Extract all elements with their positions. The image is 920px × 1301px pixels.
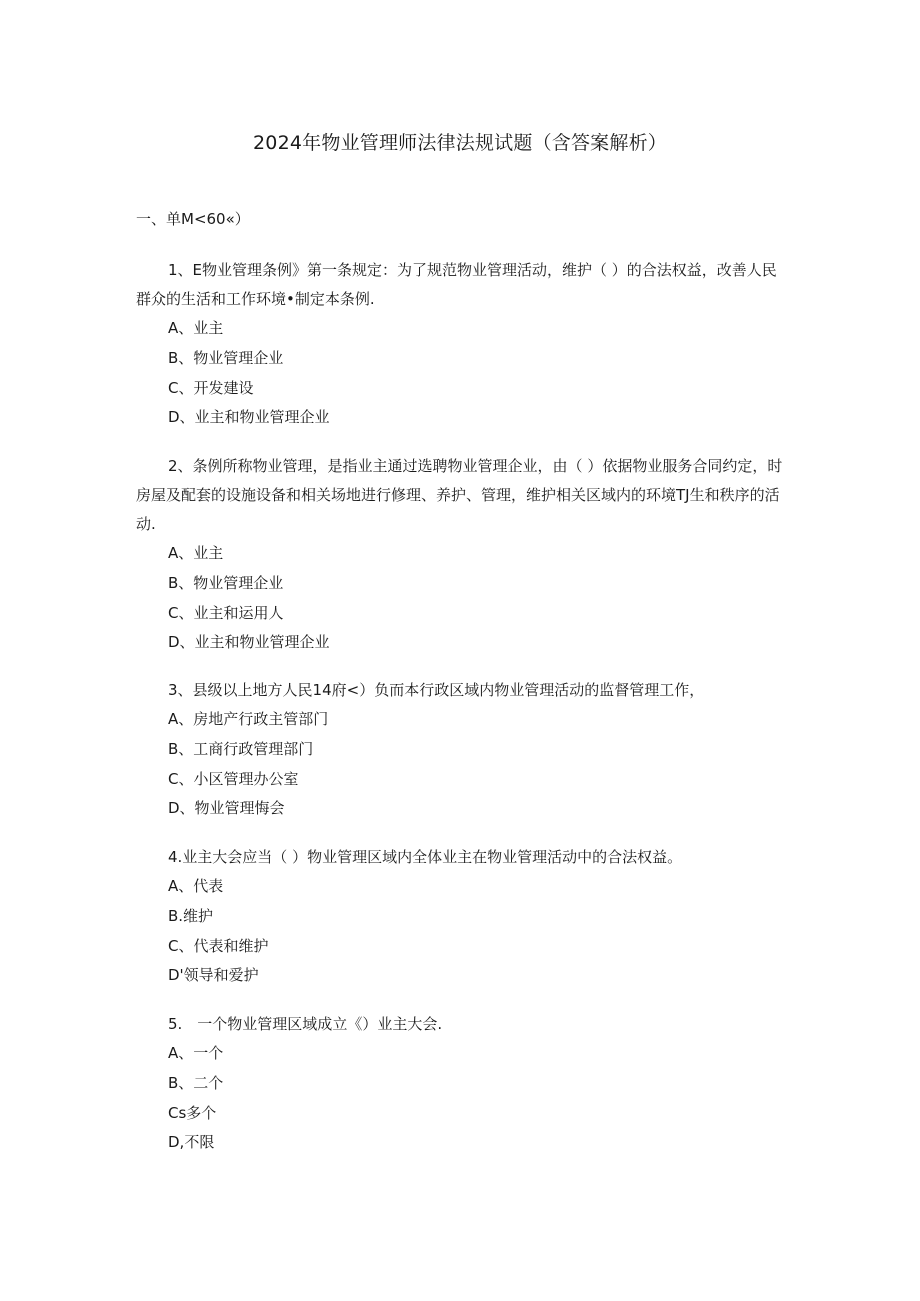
- question-5: [136, 1010, 786, 1158]
- question-stem: 3、县级以上地方人民14府<）负而本行政区域内物业管理活动的监督管理工作，: [168, 681, 705, 699]
- option-list: [136, 705, 786, 824]
- section-heading: 一、单M<60«）: [136, 210, 250, 228]
- question-4: [136, 843, 786, 991]
- question-2: [136, 452, 786, 658]
- option-a: A、房地产行政主管部门: [168, 710, 329, 728]
- question-stem: 5. 一个物业管理区域成立《）业主大会.: [168, 1015, 443, 1033]
- question-3: [136, 676, 786, 824]
- option-a: A、代表: [168, 877, 224, 895]
- option-list: [136, 872, 786, 991]
- option-a: A、业主: [168, 319, 224, 337]
- option-c: C、业主和运用人: [168, 603, 284, 622]
- option-c: C、代表和维护: [168, 936, 269, 955]
- option-a: A、一个: [168, 1044, 224, 1062]
- question-stem: 4.业主大会应当（ ）物业管理区域内全体业主在物业管理活动中的合法权益。: [168, 848, 683, 866]
- option-b: B、工商行政管理部门: [168, 739, 314, 758]
- document-title: 2024年物业管理师法律法规试题（含答案解析）: [253, 132, 667, 154]
- option-d: D、物业管理悔会: [168, 799, 285, 818]
- option-list: [136, 314, 786, 433]
- option-d: D'领导和爱护: [168, 966, 259, 985]
- option-c: C、开发建设: [168, 378, 254, 397]
- option-d: D、业主和物业管理企业: [168, 633, 330, 652]
- question-1: [136, 256, 786, 433]
- option-list: [136, 1039, 786, 1158]
- option-d: D、业主和物业管理企业: [168, 408, 330, 427]
- option-c: Cs多个: [168, 1103, 217, 1122]
- option-b: B、二个: [168, 1073, 224, 1092]
- option-b: B、物业管理企业: [168, 573, 284, 592]
- option-b: B、物业管理企业: [168, 348, 284, 367]
- option-b: B.维护: [168, 906, 214, 925]
- question-stem: 2、条例所称物业管理，是指业主通过选聘物业管理企业，由（ ）依据物业服务合同约定，时房屋及配套的设施设备和相关场地进行修理、养护、管理，维护相关区域内的环境TJ生和秩序的活动.: [136, 457, 783, 533]
- option-a: A、业主: [168, 544, 224, 562]
- option-d: D,不限: [168, 1133, 215, 1152]
- option-list: [136, 539, 786, 658]
- option-c: C、小区管理办公室: [168, 769, 299, 788]
- question-stem: 1、E物业管理条例》第一条规定：为了规范物业管理活动，维护（ ）的合法权益，改善人民群众的生活和工作环境•制定本条例.: [136, 261, 777, 308]
